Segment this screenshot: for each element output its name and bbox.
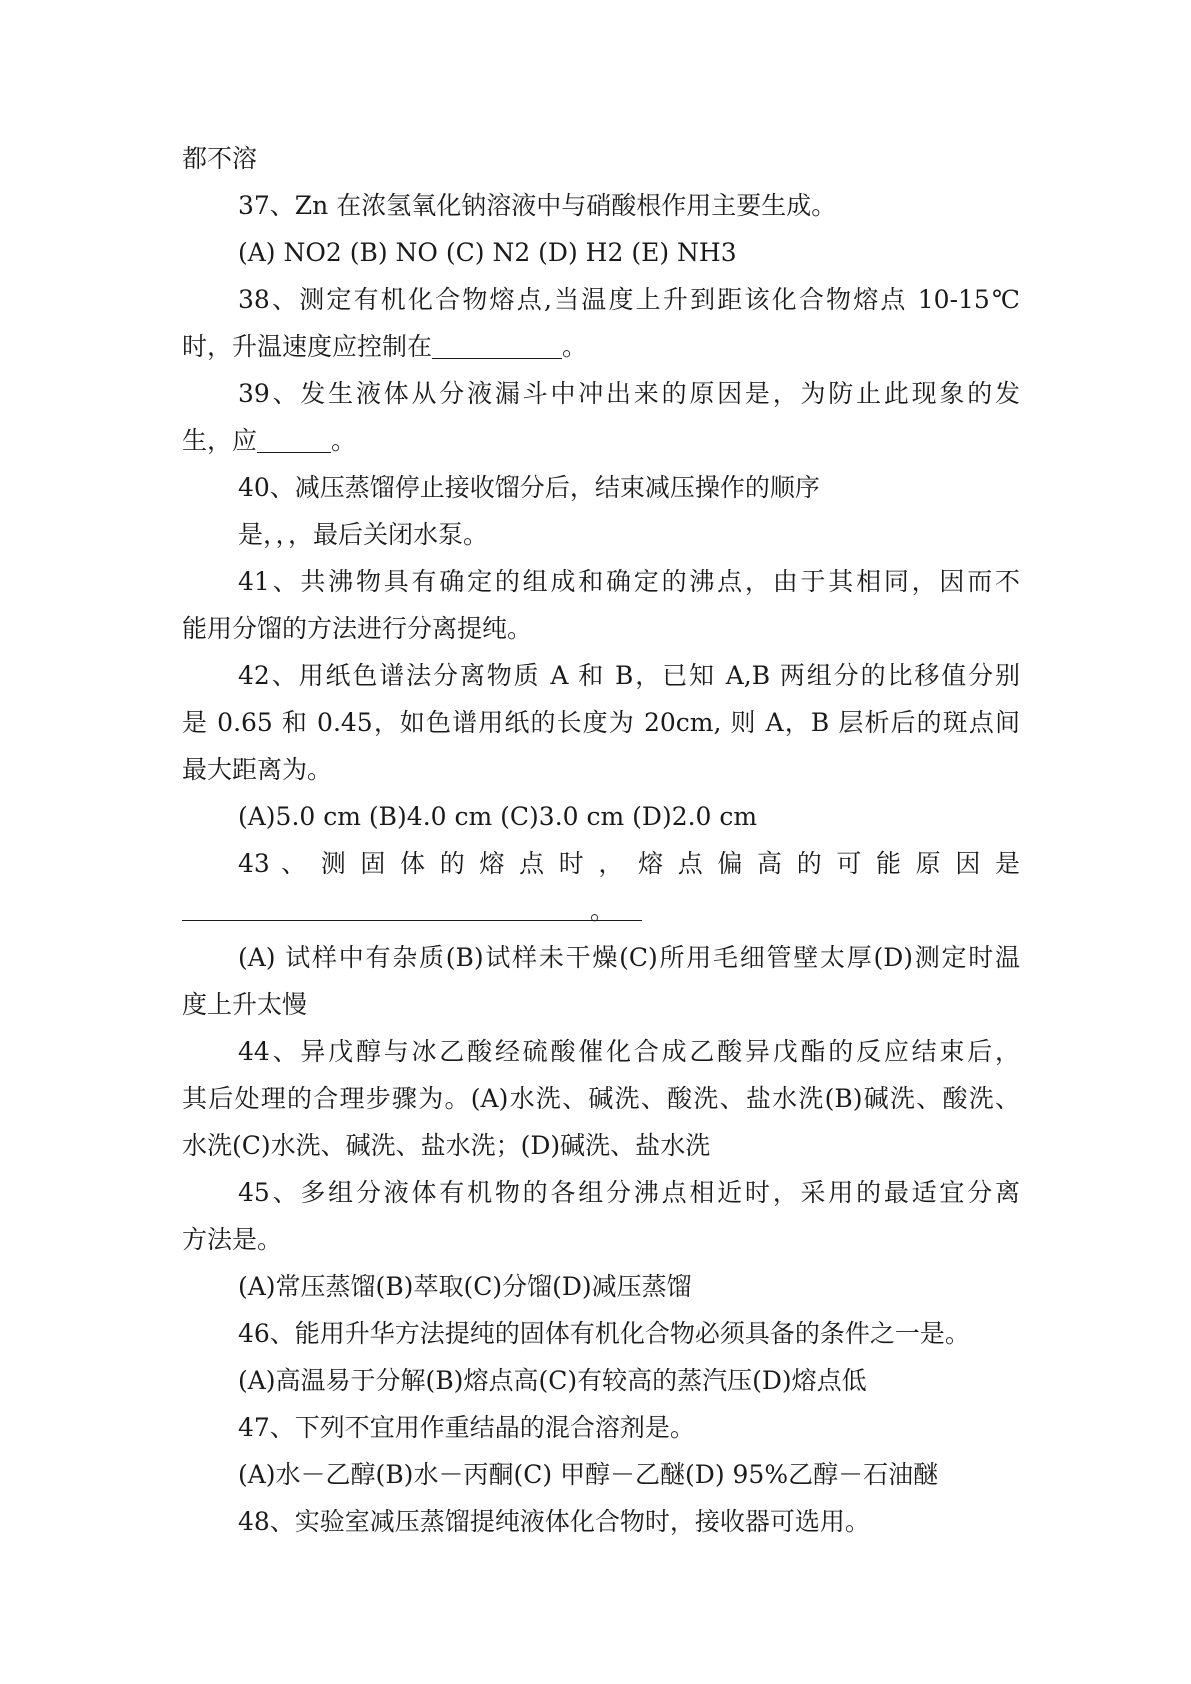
question-37: 37、Zn 在浓氢氧化钠溶液中与硝酸根作用主要生成。 [238,191,837,220]
question-39: 39、发生液体从分液漏斗中冲出来的原因是，为防止此现象的发 [238,379,1020,408]
text-fragment: 。 [562,332,588,361]
question-48: 48、实验室减压蒸馏提纯液体化合物时，接收器可选用。 [238,1507,870,1536]
question-46: 46、能用升华方法提纯的固体有机化合物必须具备的条件之一是。 [238,1319,970,1348]
question-38: 38、测定有机化合物熔点,当温度上升到距该化合物熔点 10-15℃ [238,285,1020,314]
question-47: 47、下列不宜用作重结晶的混合溶剂是。 [238,1413,695,1442]
text-fragment: 时，升温速度应控制在 [182,332,433,361]
question-45: 45、多组分液体有机物的各组分沸点相近时，采用的最适宜分离 [238,1178,1020,1207]
question-43-options-continuation: 度上升太慢 [182,990,308,1019]
text-fragment: 。 [331,426,357,455]
question-44-continuation: 其后处理的合理步骤为。(A)水洗、碱洗、酸洗、盐水洗(B)碱洗、酸洗、 [182,1084,1020,1113]
question-44-continuation: 水洗(C)水洗、碱洗、盐水洗；(D)碱洗、盐水洗 [182,1131,711,1160]
underline-rule [182,920,642,921]
question-41-continuation: 能用分馏的方法进行分离提纯。 [182,614,533,643]
question-42: 42、用纸色谱法分离物质 A 和 B，已知 A,B 两组分的比移值分别 [238,661,1020,690]
question-41: 41、共沸物具有确定的组成和确定的沸点，由于其相同，因而不 [238,567,1020,596]
question-40: 40、减压蒸馏停止接收馏分后，结束减压操作的顺序 [238,473,820,502]
question-42-continuation: 最大距离为。 [182,755,333,784]
document-page [182,135,1020,1545]
question-42-continuation: 是 0.65 和 0.45，如色谱用纸的长度为 20cm, 则 A，B 层析后的斑点间 [182,708,1020,737]
answer-blank [257,422,331,453]
question-42-options: (A)5.0 cm (B)4.0 cm (C)3.0 cm (D)2.0 cm [238,802,758,831]
question-44: 44、异戊醇与冰乙酸经硫酸催化合成乙酸异戊酯的反应结束后， [238,1037,1020,1066]
answer-blank-line [182,887,1020,934]
text-fragment: 生，应 [182,426,258,455]
question-40-continuation: 是，，，最后关闭水泵。 [238,520,489,549]
question-46-options: (A)高温易于分解(B)熔点高(C)有较高的蒸汽压(D)熔点低 [238,1366,867,1395]
text-line: 都不溶 [182,144,258,173]
answer-blank [432,328,562,359]
question-45-options: (A)常压蒸馏(B)萃取(C)分馏(D)减压蒸馏 [238,1272,692,1301]
question-43-options: (A) 试样中有杂质(B)试样未干燥(C)所用毛细管壁太厚(D)测定时温 [238,943,1020,972]
question-43: 43 、 测 固 体 的 熔 点 时 ， 熔 点 偏 高 的 可 能 原 因 是 [238,849,1020,878]
text-fragment: 。 [590,896,616,925]
question-37-options: (A) NO2 (B) NO (C) N2 (D) H2 (E) NH3 [238,238,737,267]
question-45-continuation: 方法是。 [182,1225,283,1254]
question-39-continuation [182,417,1020,464]
question-47-options: (A)水－乙醇(B)水－丙酮(C) 甲醇－乙醚(D) 95%乙醇－石油醚 [238,1460,939,1489]
question-38-continuation [182,323,1020,370]
